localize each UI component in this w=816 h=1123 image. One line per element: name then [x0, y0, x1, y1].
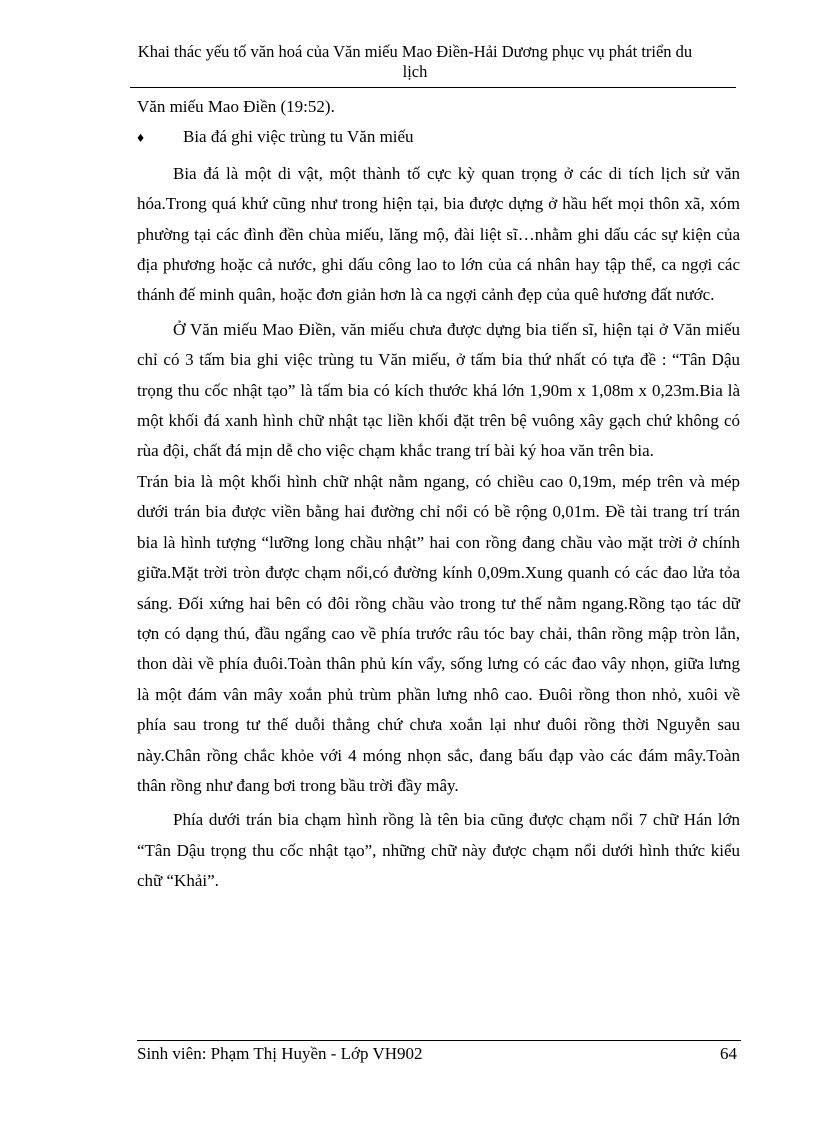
document-body — [137, 92, 740, 897]
intro-line: Văn miếu Mao Điền (19:52). — [137, 97, 335, 116]
paragraph-4: Phía dưới trán bia chạm hình rồng là tên bia cũng được chạm nổi 7 chữ Hán lớn “Tân Dậu trọng thu cốc nhật tạo”, những chữ này được chạm nổi dưới hình thức kiểu chữ “Khải”. — [137, 810, 740, 891]
paragraph-3: Trán bia là một khối hình chữ nhật nằm ngang, có chiều cao 0,19m, mép trên và mép dưới trán bia được viền bằng hai đường chỉ nổi có bề rộng 0,01m. Đề tài trang trí trán bia là hình tượng “lưỡng long chầu nhật” hai con rồng đang chầu vào mặt trời ở chính giữa.Mặt trời tròn được chạm nổi,có đường kính 0,09m.Xung quanh có các đao lửa tỏa sáng. Đối xứng hai bên có đôi rồng chầu vào trong tư thế nằm ngang.Rồng tạo tác dữ tợn có dạng thú, đầu ngẩng cao về phía trước râu tóc bay chải, thân rồng mập tròn lẳn, thon dài về phía đuôi.Toàn thân phủ kín vẩy, sống lưng có các đao vây nhọn, giữa lưng là một đám vân mây xoắn phủ trùm phần lưng nhô cao. Đuôi rồng thon nhỏ, xuôi về phía sau trong tư thế duỗi thẳng chứ chưa xoắn lại như đuôi rồng thời Nguyễn sau này.Chân rồng chắc khỏe với 4 móng nhọn sắc, đang bấu đạp vào các đám mây.Toàn thân rồng như đang bơi trong bầu trời đầy mây. — [137, 471, 740, 795]
paragraph-1: Bia đá là một di vật, một thành tố cực kỳ quan trọng ở các di tích lịch sử văn hóa.Trong quá khứ cũng như trong hiện tại, bia được dựng ở hầu hết mọi thôn xã, xóm phường tại các đình đền chùa miếu, lăng mộ, đài liệt sĩ…nhằm ghi dấu các sự kiện của địa phương hoặc cả nước, ghi dấu công lao to lớn của cá nhân hay tập thể, ca ngợi các thánh đế minh quân, hoặc đơn giản hơn là ca ngợi cảnh đẹp của quê hương đất nước. — [137, 163, 740, 305]
diamond-icon: ♦ — [137, 131, 145, 147]
page-footer — [137, 1044, 741, 1064]
section-heading — [137, 122, 740, 154]
header-divider — [130, 87, 736, 88]
page-number: 64 — [720, 1044, 737, 1063]
footer-author: Sinh viên: Phạm Thị Huyền - Lớp VH902 — [137, 1044, 423, 1063]
section-heading-text: Bia đá ghi việc trùng tu Văn miếu — [183, 127, 414, 147]
page-header: Khai thác yếu tố văn hoá của Văn miếu Mao Điền-Hải Dương phục vụ phát triển du lịch — [137, 42, 693, 81]
paragraph-2: Ở Văn miếu Mao Điền, văn miếu chưa được dựng bia tiến sĩ, hiện tại ở Văn miếu chỉ có 3 tấm bia ghi việc trùng tu Văn miếu, ở tấm bia thứ nhất có tựa đề : “Tân Dậu trọng thu cốc nhật tạo” là tấm bia có kích thước khá lớn 1,90m x 1,08m x 0,23m.Bia là một khối đá xanh hình chữ nhật tạc liền khối đặt trên bệ vuông xây gạch chứ không có rùa đội, chất đá mịn dễ cho việc chạm khắc trang trí bài ký hoa văn trên bia. — [137, 319, 740, 461]
footer-divider — [137, 1040, 741, 1041]
